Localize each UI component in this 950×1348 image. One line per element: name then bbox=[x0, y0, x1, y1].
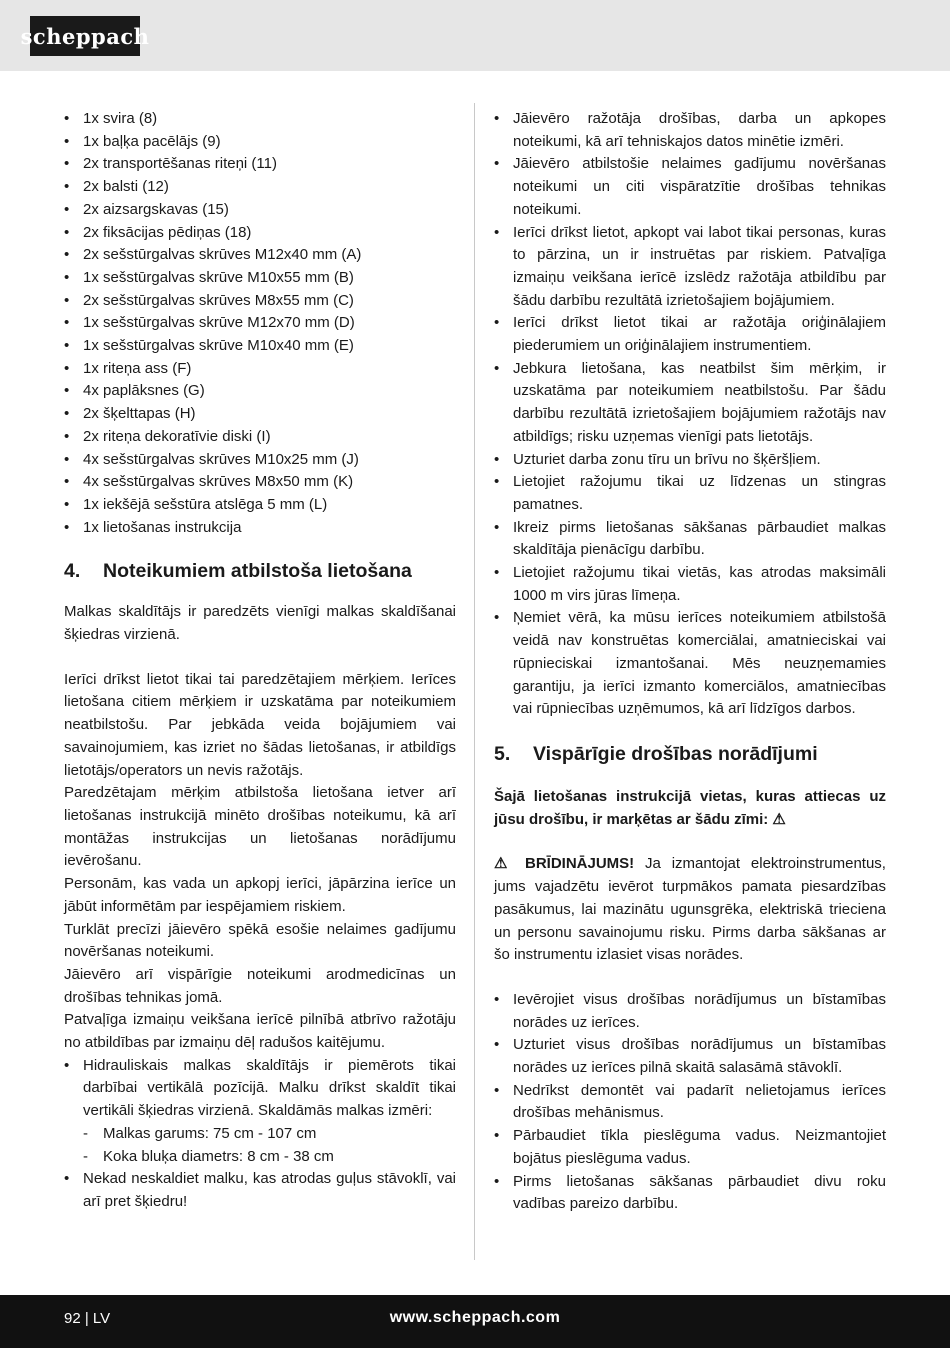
list-item: • Ievērojiet visus drošības norādījumus un bīstamības norādes uz ierīces. bbox=[494, 989, 886, 1034]
list-item: • 2x balsti (12) bbox=[64, 176, 456, 199]
list-item: • Jāievēro ražotāja drošības, darba un apkopes noteikumi, kā arī tehniskajos datos minētie izmēri. bbox=[494, 108, 886, 153]
page-footer bbox=[0, 1295, 950, 1348]
page-header bbox=[0, 0, 950, 71]
list-item: • Ierīci drīkst lietot, apkopt vai labot tikai personas, kuras to pārzina, un ir instruētas par riskiem. Patvaļīga izmaiņu veikšana ierīcē izslēdz ražotāja atbildību par šādu darbību rezultātā izrietošajiem bojājumiem. bbox=[494, 222, 886, 313]
list-item: • 4x sešstūrgalvas skrūves M8x50 mm (K) bbox=[64, 471, 456, 494]
section-4-heading bbox=[64, 559, 456, 583]
paragraph: Malkas skaldītājs ir paredzēts vienīgi malkas skaldīšanai šķiedras virzienā. bbox=[64, 603, 456, 644]
list-item: • 1x lietošanas instrukcija bbox=[64, 517, 456, 540]
list-item: • 2x sešstūrgalvas skrūves M12x40 mm (A) bbox=[64, 244, 456, 267]
list-item: • Pārbaudiet tīkla pieslēguma vadus. Neizmantojiet bojātus pieslēguma vadus. bbox=[494, 1125, 886, 1170]
list-item: • 2x aizsargskavas (15) bbox=[64, 199, 456, 222]
list-item: • 1x iekšējā sešstūra atslēga 5 mm (L) bbox=[64, 494, 456, 517]
scheppach-logo: scheppach bbox=[30, 16, 140, 56]
dimension-list bbox=[83, 1123, 456, 1168]
list-item: • Jebkura lietošana, kas neatbilst šim mērķim, ir uzskatāma par noteikumiem neatbilstošu. Par šādu darbību rezultātā izrietošajiem bojājumiem ražotājs nav atbildīgs; risku uzņemas vienīgi pats lietotājs. bbox=[494, 358, 886, 449]
list-item: • 2x šķelttapas (H) bbox=[64, 403, 456, 426]
list-item: • Pirms lietošanas sākšanas pārbaudiet divu roku vadības pareizo darbību. bbox=[494, 1171, 886, 1216]
page-number: 92 | LV bbox=[64, 1310, 111, 1327]
list-item: • 1x riteņa ass (F) bbox=[64, 358, 456, 381]
list-item bbox=[64, 1055, 456, 1169]
column-divider bbox=[474, 103, 475, 1260]
left-column bbox=[64, 108, 456, 1214]
list-item: • 4x sešstūrgalvas skrūves M10x25 mm (J) bbox=[64, 449, 456, 472]
list-item: • 1x sešstūrgalvas skrūve M12x70 mm (D) bbox=[64, 312, 456, 335]
right-column bbox=[494, 108, 886, 1216]
safety-list bbox=[494, 989, 886, 1216]
list-item: • Ikreiz pirms lietošanas sākšanas pārbaudiet malkas skaldītāja pienācīgu darbību. bbox=[494, 517, 886, 562]
list-item: • 1x svira (8) bbox=[64, 108, 456, 131]
list-item: • Ņemiet vērā, ka mūsu ierīces noteikumiem atbilstošā veidā nav konstruētas komerciālai, amatnieciskai vai rūpnieciskai izmantošanai. Mēs neuzņemamies garantiju, ja ierīci izmanto komerciālos, amatniecības vai rūpniecības uzņēmumos, kā arī līdzīgos darbos. bbox=[494, 607, 886, 721]
list-item: • Uzturiet visus drošības norādījumus un bīstamības norādes uz ierīces pilnā skaitā salasāmā stāvoklī. bbox=[494, 1034, 886, 1079]
list-item-text: Hidrauliskais malkas skaldītājs ir piemērots tikai darbībai vertikālā pozīcijā. Malku drīkst skaldīt tikai vertikāli šķiedras virzienā. Skaldāmās malkas izmēri: bbox=[83, 1056, 456, 1120]
paragraph: Ierīci drīkst lietot tikai tai paredzētajiem mērķiem. Ierīces lietošana citiem mērķiem ir uzskatāma par noteikumiem neatbilstošu. Par jebkāda veida bojājumiem vai savainojumiem, kas izriet no šādas lietošanas, ir atbildīgs lietotājs/operators un nevis ražotājs. bbox=[64, 670, 456, 779]
list-item: • Nekad neskaldiet malku, kas atrodas guļus stāvoklī, vai arī pret šķiedru! bbox=[64, 1168, 456, 1213]
rules-list bbox=[494, 108, 886, 721]
list-item: • Lietojiet ražojumu tikai uz līdzenas un stingras pamatnes. bbox=[494, 471, 886, 516]
section-5-heading bbox=[494, 742, 886, 766]
list-item: • Jāievēro atbilstošie nelaimes gadījumu novēršanas noteikumi un citi vispāratzītie drošības tehnikas noteikumi. bbox=[494, 153, 886, 221]
list-item: • 2x transportēšanas riteņi (11) bbox=[64, 153, 456, 176]
list-item: • 1x baļķa pacēlājs (9) bbox=[64, 131, 456, 154]
paragraph: Jāievēro arī vispārīgie noteikumi arodmedicīnas un drošības tehnikas jomā. bbox=[64, 965, 456, 1006]
warning-text: Ja izmantojat elektroinstrumentus, jums vajadzētu ievērot turpmākos pamata piesardzības pasākumus, lai mazinātu ugunsgrēka, elektriskā trieciena un personu savainojumu risku. Pirms darba sākšanas ar šo instrumentu izlasiet visas norādes. bbox=[494, 855, 886, 964]
list-item: • 1x sešstūrgalvas skrūve M10x55 mm (B) bbox=[64, 267, 456, 290]
list-item: • Lietojiet ražojumu tikai vietās, kas atrodas maksimāli 1000 m virs jūras līmeņa. bbox=[494, 562, 886, 607]
dash-item: - Koka bluķa diametrs: 8 cm - 38 cm bbox=[83, 1146, 456, 1169]
paragraph: Turklāt precīzi jāievēro spēkā esošie nelaimes gadījumu novēršanas noteikumi. bbox=[64, 920, 456, 961]
section-number: 5. bbox=[494, 742, 511, 765]
warning-paragraph bbox=[494, 853, 886, 967]
list-item: • 2x riteņa dekoratīvie diski (I) bbox=[64, 426, 456, 449]
safety-intro: Šajā lietošanas instrukcijā vietas, kuras attiecas uz jūsu drošību, ir marķētas ar šādu zīmi: ⚠ bbox=[494, 787, 886, 828]
dash-item: - Malkas garums: 75 cm - 107 cm bbox=[83, 1123, 456, 1146]
section-number: 4. bbox=[64, 560, 81, 583]
paragraph: Patvaļīga izmaiņu veikšana ierīcē pilnībā atbrīvo ražotāju no atbildības par izmaiņu dēļ radušos kaitējumu. bbox=[64, 1011, 456, 1052]
list-item: • 1x sešstūrgalvas skrūve M10x40 mm (E) bbox=[64, 335, 456, 358]
list-item: • 4x paplāksnes (G) bbox=[64, 380, 456, 403]
parts-list bbox=[64, 108, 456, 539]
warning-label: ⚠ BRĪDINĀJUMS! bbox=[494, 855, 635, 873]
paragraph: Personām, kas vada un apkopj ierīci, jāpārzina ierīce un jābūt informētām par iespējamiem riskiem. bbox=[64, 875, 456, 915]
section-title: Noteikumiem atbilstoša lietošana bbox=[103, 560, 412, 583]
list-item: • Uzturiet darba zonu tīru un brīvu no šķēršļiem. bbox=[494, 449, 886, 472]
website-link[interactable]: www.scheppach.com bbox=[389, 1309, 561, 1326]
list-item: • 2x sešstūrgalvas skrūves M8x55 mm (C) bbox=[64, 290, 456, 313]
paragraph: Paredzētajam mērķim atbilstoša lietošana ietver arī lietošanas instrukcijā minēto drošības noteikumu, kā arī montāžas instrukcijas un lietošanas norādījumu ievērošanu. bbox=[64, 784, 456, 870]
list-item: • Ierīci drīkst lietot tikai ar ražotāja oriģinālajiem piederumiem un oriģinālajiem instrumentiem. bbox=[494, 312, 886, 357]
list-item: • 2x fiksācijas pēdiņas (18) bbox=[64, 222, 456, 245]
section-title: Vispārīgie drošības norādījumi bbox=[533, 742, 818, 765]
list-item: • Nedrīkst demontēt vai padarīt nelietojamus ierīces drošības mehānismus. bbox=[494, 1080, 886, 1125]
usage-list bbox=[64, 1055, 456, 1214]
